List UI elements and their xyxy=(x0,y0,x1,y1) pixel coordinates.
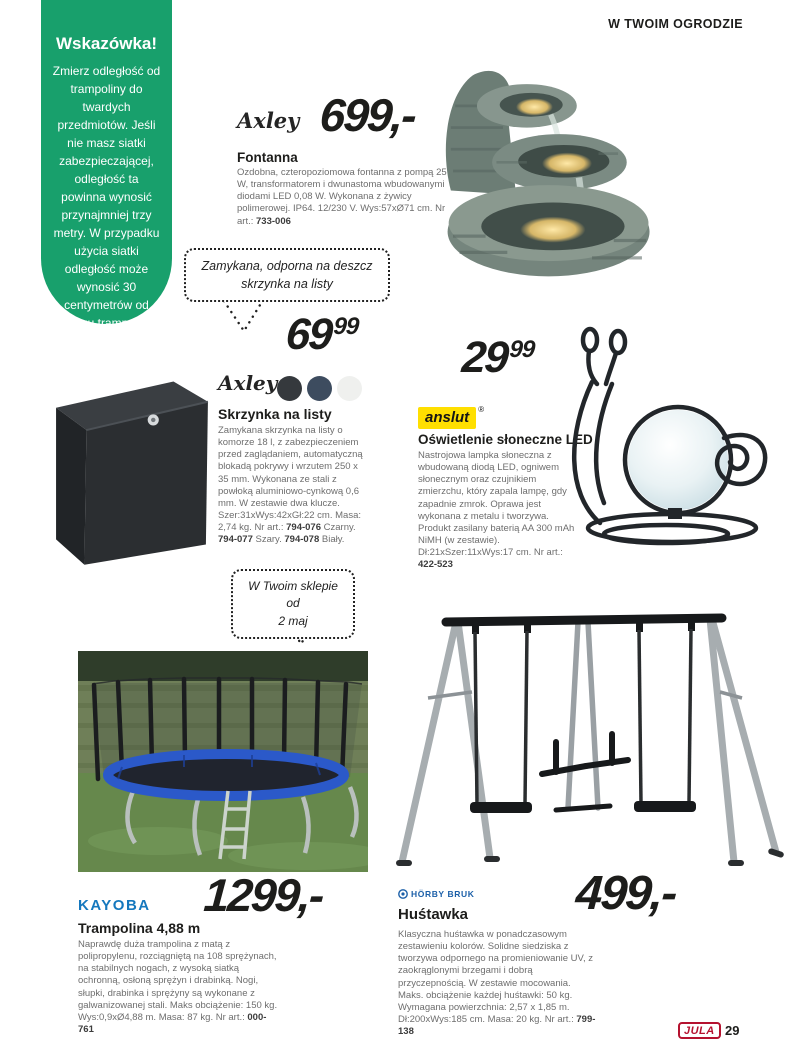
color-options xyxy=(277,376,362,401)
art-number: 733-006 xyxy=(256,215,291,227)
jula-logo: JULA xyxy=(678,1022,721,1039)
swing-set-image xyxy=(390,600,785,876)
trampoline-photo xyxy=(78,651,368,872)
snail-lamp-image xyxy=(556,318,788,553)
color-dot-black xyxy=(277,376,302,401)
fountain-image xyxy=(440,62,668,280)
brand-horby-bruk: HÖRBY BRUK xyxy=(398,889,474,899)
mailbox-image xyxy=(52,366,214,566)
registered-mark: ® xyxy=(478,405,485,414)
speech-bubble-mailbox: Zamykana, odporna na deszcz skrzynka na listy xyxy=(184,248,390,302)
product-description-swing-set: Klasyczna huśtawka w ponadczasowym zestawieniu kolorów. Solidne siedziska z tworzywa odpornego na promieniowanie UV, z zaokrąglonymi brzegami i dobrą przyczepnością. W zestawie mocowania. Maks. obciążenie każdej huśtawki: 50 kg. Wymagana powierzchnia: 2,57 x 1,85 m. Dł:200xWys:185 cm. Masa: 20 kg. Nr art.: 799-138 xyxy=(398,929,596,1038)
product-name-swing-set: Huśtawka xyxy=(398,906,469,923)
art-number: 794-076 xyxy=(286,522,321,534)
brand-axley: Axley xyxy=(237,108,300,133)
product-name-snail-light: Oświetlenie słoneczne LED xyxy=(418,432,593,447)
speech-bubble-tail-icon xyxy=(218,297,268,341)
art-number: 794-077 xyxy=(218,534,253,546)
product-description-mailbox: Zamykana skrzynka na listy o komorze 18 l, z zabezpieczeniem przed zaglądaniem, automatyczną blokadą pokrywy i wrzutem 250 x 35 mm. Wykonana ze stali z powłoką aluminiowo-cynkową 0,6 mm. W zestawie dwa klucze. Szer:31xWys:42xGł:22 cm. Masa: 2,74 kg. Nr art.: 794-076 Czarny. 794-077 Szary. 794-078 Biały. xyxy=(218,425,363,546)
price-snail-light: 2999 xyxy=(460,333,536,382)
color-dot-white xyxy=(337,376,362,401)
section-header: W TWOIM OGRODZIE xyxy=(608,17,743,31)
price-mailbox: 6999 xyxy=(284,310,360,359)
product-description-snail-light: Nastrojowa lampka słoneczna z wbudowaną diodą LED, ogniwem słonecznym oraz czujnikiem zmierzchu, który zapala lampę, gdy zapadnie zmrok. Oprawa jest wykonana z metalu i tworzywa. Produkt zasilany baterią AA 300 mAh NiMH (w zestawie). Dł:21xSzer:11xWys:17 cm. Nr art.: 422-523 xyxy=(418,450,575,571)
tip-body: Zmierz odległość od trampoliny do twardych przedmiotów. Jeśli nie masz siatki zabezpieczającej, odległość ta powinna wynosić przynajmniej trzy metry. W przypadku użycia siatki odległość może wynosić 30 centymetrów od brzegu trampoliny. xyxy=(52,64,161,330)
speech-bubble-availability: W Twoim sklepie od 2 maj xyxy=(231,569,355,639)
price-fountain: 699,- xyxy=(318,89,417,141)
tip-badge xyxy=(41,0,172,330)
page-number: 29 xyxy=(725,1023,740,1038)
product-name-trampoline: Trampolina 4,88 m xyxy=(78,920,201,936)
brand-kayoba: KAYOBA xyxy=(78,897,151,914)
brand-anslut: anslut ® xyxy=(418,407,484,429)
product-name-fountain: Fontanna xyxy=(237,150,298,165)
horby-bruk-logo-icon xyxy=(398,889,408,899)
price-trampoline: 1299,- xyxy=(202,869,325,921)
brand-axley: Axley xyxy=(218,371,278,395)
art-number: 000-761 xyxy=(78,1011,267,1036)
art-number: 794-078 xyxy=(284,534,320,546)
tip-title: Wskazówka! xyxy=(55,34,158,53)
product-description-trampoline: Naprawdę duża trampolina z matą z polipropylenu, rozciągniętą na 108 sprężynach, na stabilnych nogach, z wysoką siatką ochronną, osłoną sprężyn i drabinką. Nogi, słupki, drabinka i sprężyny są wykonane z galwanizowanej stali. Maks obciążenie: 150 kg. Wys:0,9xØ4,88 m. Masa: 87 kg. Nr art.: 000-761 xyxy=(78,939,278,1036)
art-number: 422-523 xyxy=(418,559,453,571)
art-number: 799-138 xyxy=(398,1014,596,1038)
price-swing-set: 499,- xyxy=(574,867,678,920)
product-description-fountain: Ozdobna, czteropoziomowa fontanna z pompą 25 W, transformatorem i dwunastoma wbudowanymi diodami LED 0,08 W. Wykonana z żywicy polimerowej. IP64. 12/230 V. Wys:57xØ71 cm. Nr art.: 733-006 xyxy=(237,167,447,227)
color-dot-gray xyxy=(307,376,332,401)
product-name-mailbox: Skrzynka na listy xyxy=(218,406,332,422)
